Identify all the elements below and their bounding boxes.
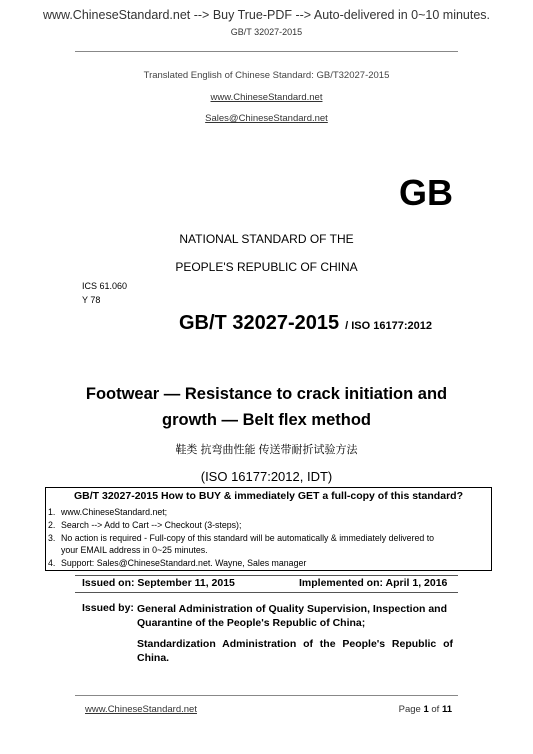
buy-step-3: 3. No action is required - Full-copy of this standard will be automatically & immediately delivered to (48, 533, 435, 543)
website-link-wrap (0, 87, 533, 105)
buy-instructions-box (45, 487, 492, 571)
website-link[interactable]: www.ChineseStandard.net (210, 92, 323, 103)
email-link[interactable]: Sales@ChineseStandard.net (205, 113, 328, 124)
header-standard-code: GB/T 32027-2015 (230, 27, 303, 37)
issued-by-label: Issued by: (82, 602, 134, 614)
footer-divider (75, 695, 458, 696)
english-title-line2: growth — Belt flex method (161, 411, 371, 429)
email-link-wrap (0, 108, 533, 126)
buy-step-4: 4. Support: Sales@ChineseStandard.net. Wayne, Sales manager (48, 558, 307, 568)
buy-box-title: GB/T 32027-2015 How to BUY & immediately GET a full-copy of this standard? (74, 490, 463, 502)
issuer-aqsiq: General Administration of Quality Supervision, Inspection and Quarantine of the People's Republic of China; (137, 603, 447, 629)
english-title-line1: Footwear — Resistance to crack initiation and (85, 385, 448, 403)
iso-reference: (ISO 16177:2012, IDT) (200, 469, 333, 484)
gb-logo: GB (399, 172, 453, 213)
issued-on-date: Issued on: September 11, 2015 (82, 577, 235, 589)
current-page: 1 (423, 704, 429, 715)
dates-top-divider (75, 575, 458, 576)
dates-bottom-divider (75, 592, 458, 593)
page-number: Page 1 of 11 (398, 704, 452, 715)
top-banner: www.ChineseStandard.net --> Buy True-PDF --> Auto-delivered in 0~10 minutes. (42, 8, 491, 22)
national-standard-line1: NATIONAL STANDARD OF THE (179, 232, 354, 246)
total-pages: 11 (441, 704, 452, 715)
header-divider (75, 51, 458, 52)
buy-step-2: 2. Search --> Add to Cart --> Checkout (3-steps); (48, 520, 242, 530)
iso-code: / ISO 16177:2012 (345, 320, 432, 332)
ics-code: ICS 61.060 (82, 281, 128, 291)
buy-step-1-text[interactable]: www.ChineseStandard.net; (61, 507, 168, 517)
implemented-on-date: Implemented on: April 1, 2016 (299, 577, 448, 589)
national-standard-line2: PEOPLE'S REPUBLIC OF CHINA (175, 260, 358, 274)
footer-website-link[interactable]: www.ChineseStandard.net (85, 704, 197, 715)
gbt-code: GB/T 32027-2015 (179, 312, 340, 334)
buy-step-1: 1. www.ChineseStandard.net; (48, 507, 168, 517)
ccs-code: Y 78 (82, 295, 101, 305)
issuer-sac: Standardization Administration of the People's Republic of China. (137, 638, 453, 664)
translated-note: Translated English of Chinese Standard: GB/T32027-2015 (143, 70, 390, 81)
buy-step-3-continued: your EMAIL address in 0~25 minutes. (61, 545, 208, 555)
standard-number (179, 312, 432, 335)
chinese-title: 鞋类 抗弯曲性能 传送带耐折试验方法 (175, 444, 358, 456)
